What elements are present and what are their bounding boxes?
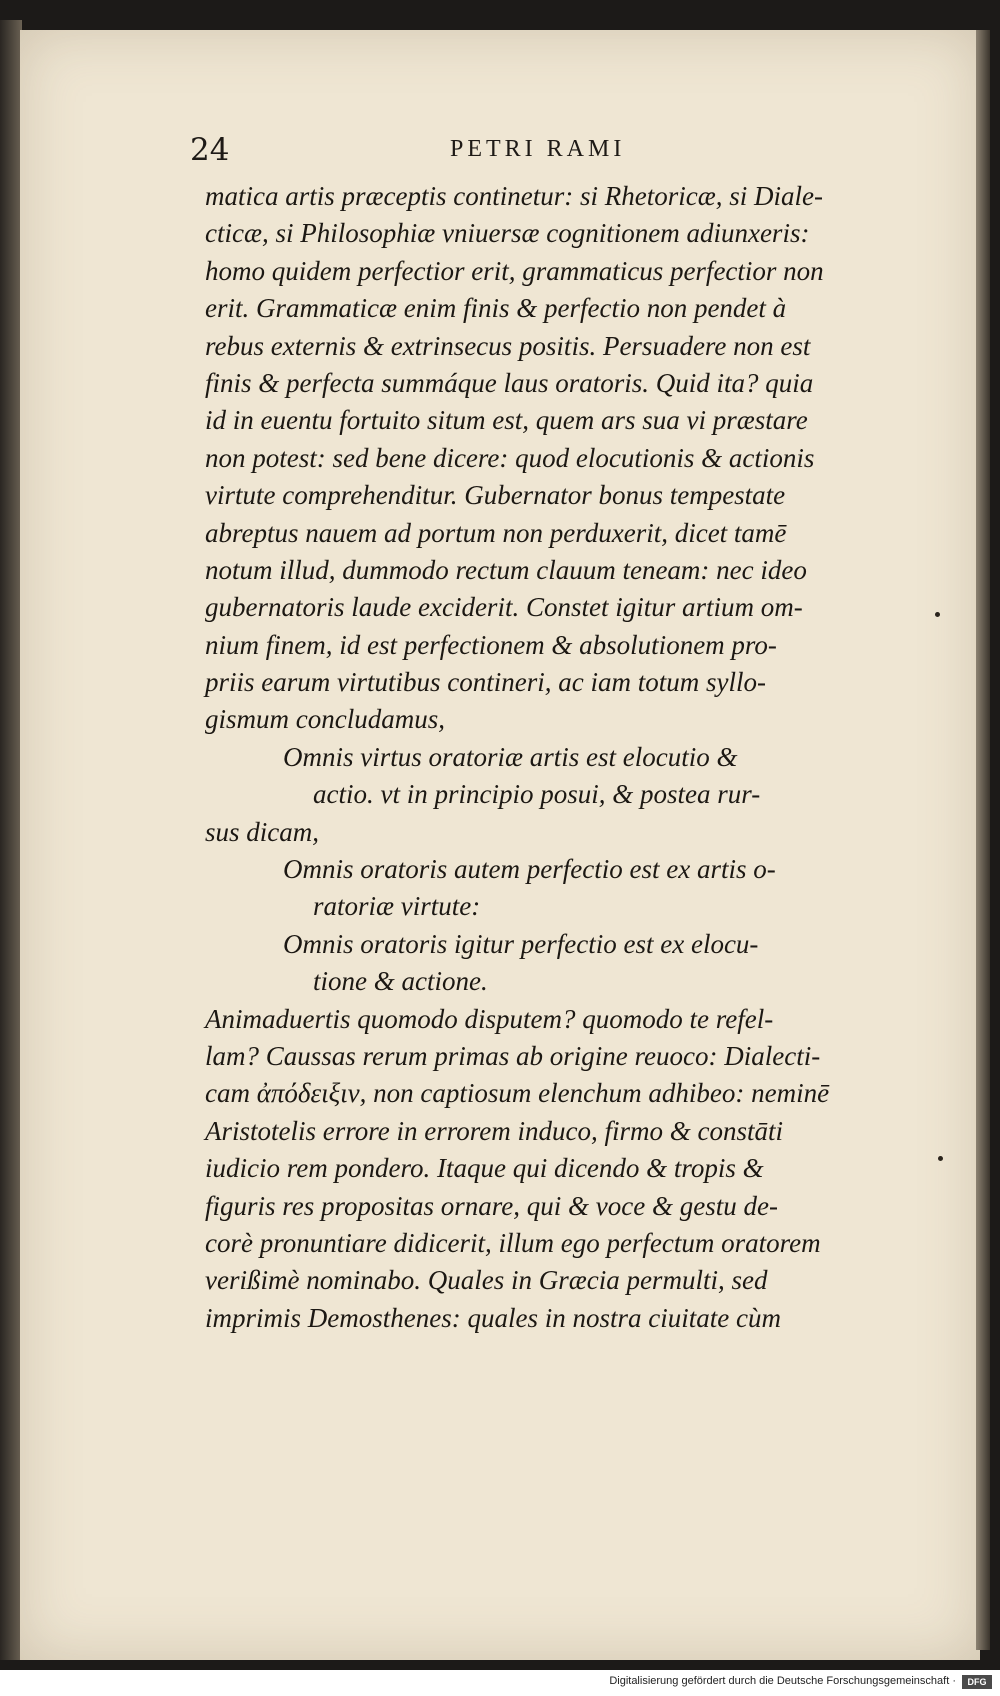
funding-credit: Digitalisierung gefördert durch die Deutsche Forschungsgemeinschaft · — [609, 1675, 956, 1687]
text-line: matica artis præceptis continetur: si Rhetoricæ, si Diale- — [205, 181, 823, 211]
text-line: gubernatoris laude exciderit. Constet igitur artium om- — [205, 592, 803, 623]
text-line: Aristotelis errore in errorem induco, firmo & constāti — [205, 1115, 783, 1146]
syllogism-line: Omnis oratoris autem perfectio est ex artis o- — [283, 854, 776, 885]
ink-speck — [935, 612, 940, 617]
page-number: 24 — [190, 132, 230, 168]
text-line: abreptus nauem ad portum non perduxerit, dicet tamē — [205, 517, 787, 548]
text-line: homo quidem perfectior erit, grammaticus perfectior non — [205, 255, 824, 286]
text-line: corè pronuntiare didicerit, illum ego perfectum oratorem — [205, 1227, 821, 1258]
syllogism-line: tione & actione. — [313, 966, 488, 997]
text-line: notum illud, dummodo rectum clauum teneam: nec ideo — [205, 554, 807, 585]
text-line: virtute comprehenditur. Gubernator bonus tempestate — [205, 480, 786, 511]
text-line: cam ἀπόδειξιν, non captiosum elenchum adhibeo: neminē — [205, 1078, 830, 1109]
text-line: nium finem, id est perfectionem & absolutionem pro- — [205, 629, 777, 660]
text-line: imprimis Demosthenes: quales in nostra ciuitate cùm — [205, 1302, 781, 1333]
text-line: verißimè nominabo. Quales in Græcia permulti, sed — [205, 1265, 768, 1296]
text-line: cticæ, si Philosophiæ vniuersæ cognitionem adiunxeris: — [205, 218, 810, 249]
page-edge — [976, 30, 990, 1650]
ink-speck — [938, 1156, 943, 1161]
page-header — [190, 132, 810, 176]
text-line: lam? Caussas rerum primas ab origine reuoco: Dialecti- — [205, 1040, 821, 1071]
text-block — [205, 178, 905, 1337]
dfg-logo: DFG — [962, 1675, 992, 1689]
text-line: finis & perfecta summáque laus oratoris. Quid ita? quia — [205, 367, 814, 398]
text-line: gismum concludamus, — [205, 704, 445, 735]
syllogism-line: Omnis virtus oratoriæ artis est elocutio & — [283, 741, 738, 772]
text-line: sus dicam, — [205, 816, 319, 847]
book-spine — [0, 20, 22, 1660]
syllogism-line: Omnis oratoris igitur perfectio est ex elocu- — [283, 928, 759, 959]
text-line: non potest: sed bene dicere: quod elocutionis & actionis — [205, 442, 815, 473]
syllogism-line: ratoriæ virtute: — [313, 891, 481, 922]
syllogism-line: actio. vt in principio posui, & postea rur- — [313, 779, 761, 810]
text-line: priis earum virtutibus contineri, ac iam totum syllo- — [205, 667, 766, 698]
text-line: rebus externis & extrinsecus positis. Persuadere non est — [205, 330, 811, 361]
running-head: PETRI RAMI — [450, 136, 626, 162]
text-line: id in euentu fortuito situm est, quem ars sua vi præstare — [205, 405, 808, 436]
text-line: Animaduertis quomodo disputem? quomodo te refel- — [205, 1003, 774, 1034]
text-line: figuris res propositas ornare, qui & voce & gestu de- — [205, 1190, 778, 1221]
footer-bar — [0, 1670, 1000, 1696]
text-line: iudicio rem pondero. Itaque qui dicendo & tropis & — [205, 1153, 764, 1184]
text-line: erit. Grammaticæ enim finis & perfectio non pendet à — [205, 293, 787, 324]
